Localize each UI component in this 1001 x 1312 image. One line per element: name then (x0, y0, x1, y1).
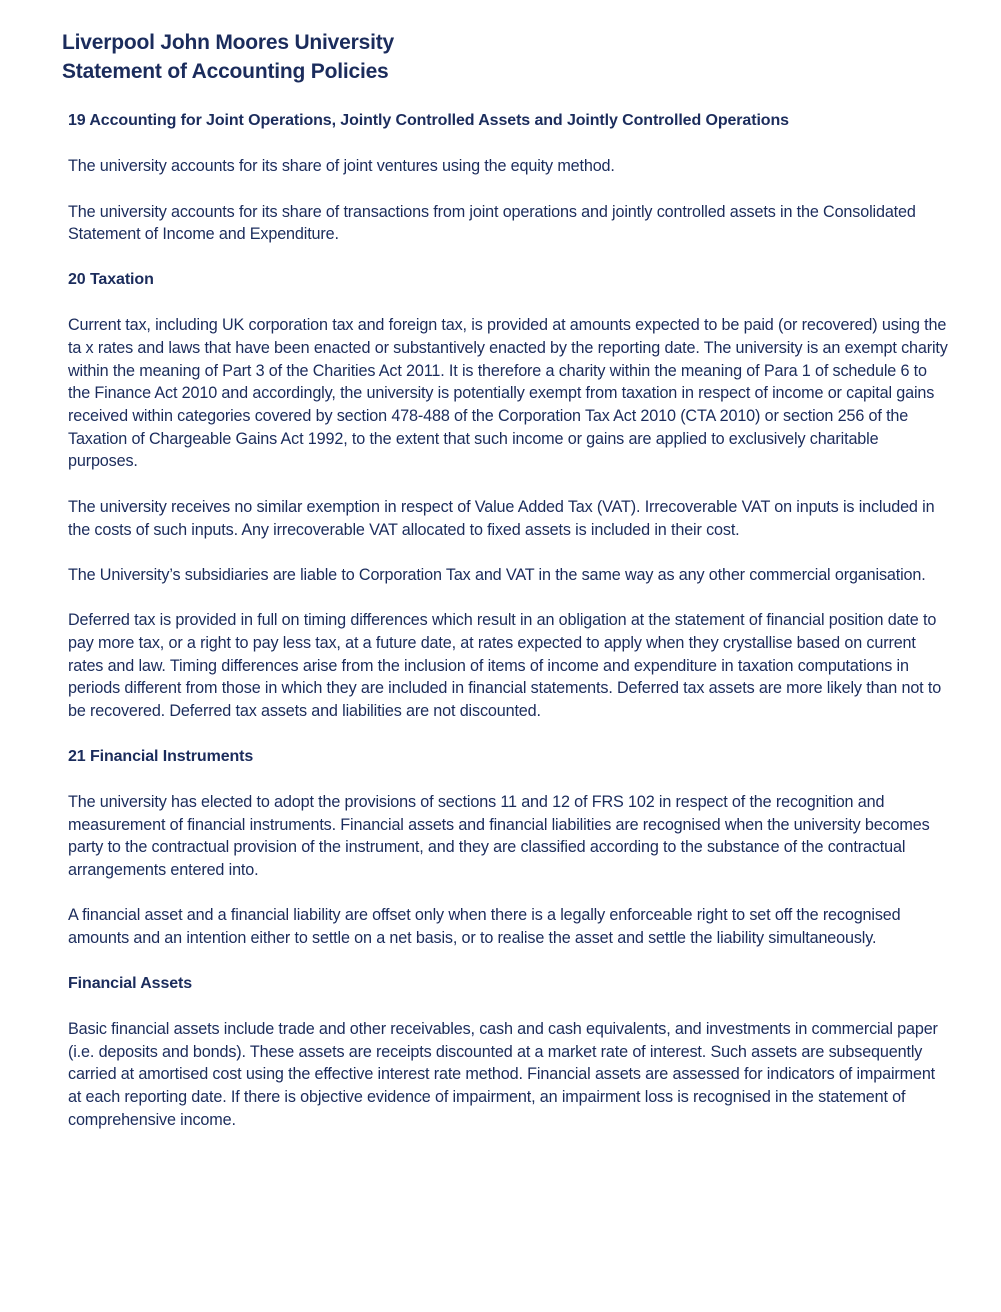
paragraph: The university receives no similar exemption in respect of Value Added Tax (VAT). Irrecoverable VAT on inputs is included in the costs of such inputs. Any irrecoverable VAT allocated to fixed assets is included in their cost. (68, 497, 935, 539)
paragraph: Deferred tax is provided in full on timing differences which result in an obligation at the statement of financial position date to pay more tax, or a right to pay less tax, at a future date, at rates expected to apply when they crystallise based on current rates and law. Timing differences arise from the inclusion of items of income and expenditure in taxation computations in periods different from those in which they are included in financial statements. Deferred tax assets are more likely than not to be recovered. Deferred tax assets and liabilities are not discounted. (68, 611, 942, 721)
paragraph: The University’s subsidiaries are liable to Corporation Tax and VAT in the same way as any other commercial organisation. (68, 565, 926, 584)
section-heading-joint-operations: 19 Accounting for Joint Operations, Jointly Controlled Assets and Jointly Controlled Operations (68, 112, 789, 129)
document-header (62, 28, 942, 86)
section-heading-financial-assets: Financial Assets (68, 974, 193, 992)
institution-name: Liverpool John Moores University (62, 31, 394, 54)
document-title: Statement of Accounting Policies (62, 60, 389, 83)
paragraph: The university accounts for its share of transactions from joint operations and jointly controlled assets in the Consolidated Statement of Income and Expenditure. (68, 202, 916, 244)
section-heading-taxation: 20 Taxation (68, 270, 154, 288)
paragraph: The university accounts for its share of joint ventures using the equity method. (68, 157, 615, 176)
section-heading-financial-instruments: 21 Financial Instruments (68, 747, 254, 765)
paragraph: Current tax, including UK corporation tax and foreign tax, is provided at amounts expected to be paid (or recovered) using the ta x rates and laws that have been enacted or substantively enacted by the reporting date. The university is an exempt charity within the meaning of Part 3 of the Charities Act 2011. It is therefore a charity within the meaning of Para 1 of schedule 6 to the Finance Act 2010 and accordingly, the university is potentially exempt from taxation in respect of income or capital gains received within categories covered by section 478-488 of the Corporation Tax Act 2010 (CTA 2010) or section 256 of the Taxation of Chargeable Gains Act 1992, to the extent that such income or gains are applied to exclusively charitable purposes. (68, 316, 948, 471)
document-body (68, 110, 948, 1154)
paragraph: The university has elected to adopt the provisions of sections 11 and 12 of FRS 102 in respect of the recognition and measurement of financial instruments. Financial assets and financial liabilities are recognised when the university becomes party to the contractual provision of the instrument, and they are classified according to the substance of the contractual arrangements entered into. (68, 792, 930, 880)
paragraph: Basic financial assets include trade and other receivables, cash and cash equivalents, and investments in commercial paper (i.e. deposits and bonds). These assets are receipts discounted at a market rate of interest. Such assets are subsequently carried at amortised cost using the effective interest rate method. Financial assets are assessed for indicators of impairment at each reporting date. If there is objective evidence of impairment, an impairment loss is recognised in the statement of comprehensive income. (68, 1019, 938, 1129)
paragraph: A financial asset and a financial liability are offset only when there is a legally enforceable right to set off the recognised amounts and an intention either to settle on a net basis, or to realise the asset and settle the liability simultaneously. (68, 906, 901, 948)
